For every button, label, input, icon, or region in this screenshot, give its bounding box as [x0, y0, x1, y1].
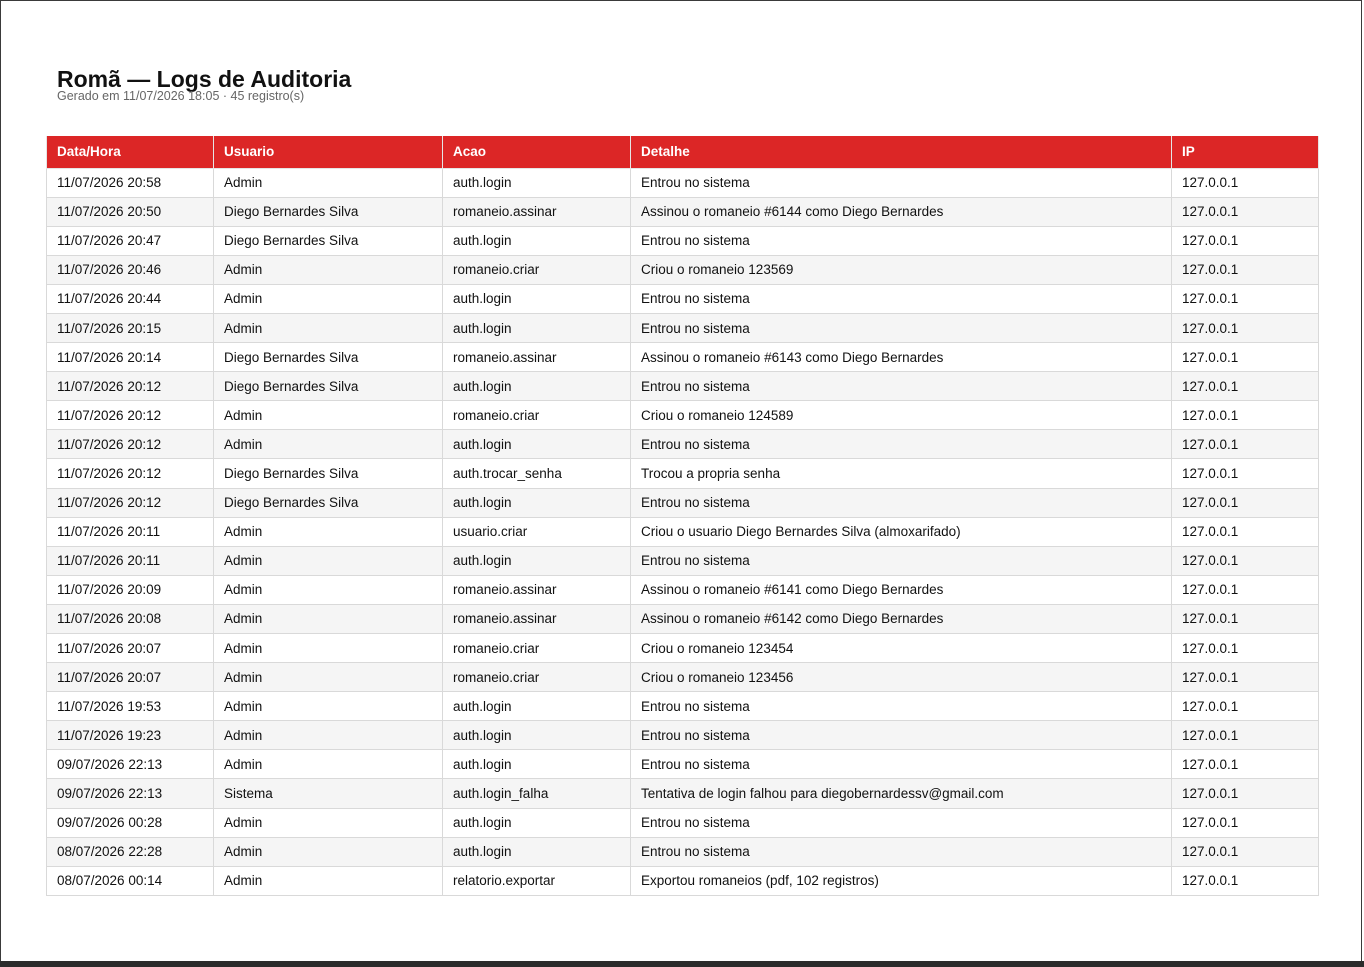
cell-user: Admin — [214, 663, 443, 692]
cell-action: auth.login — [443, 226, 631, 255]
cell-detail: Assinou o romaneio #6144 como Diego Bernardes — [631, 197, 1172, 226]
cell-detail: Entrou no sistema — [631, 430, 1172, 459]
cell-detail: Criou o romaneio 123454 — [631, 634, 1172, 663]
table-row — [47, 634, 1319, 663]
column-header-datetime: Data/Hora — [47, 136, 214, 168]
cell-user: Diego Bernardes Silva — [214, 197, 443, 226]
table-row — [47, 343, 1319, 372]
cell-datetime: 11/07/2026 20:12 — [47, 430, 214, 459]
cell-action: romaneio.assinar — [443, 575, 631, 604]
cell-detail: Criou o romaneio 123569 — [631, 255, 1172, 284]
table-row — [47, 663, 1319, 692]
cell-datetime: 11/07/2026 20:47 — [47, 226, 214, 255]
table-row — [47, 255, 1319, 284]
cell-action: auth.login — [443, 430, 631, 459]
cell-ip: 127.0.0.1 — [1172, 546, 1319, 575]
cell-detail: Exportou romaneios (pdf, 102 registros) — [631, 866, 1172, 895]
table-row — [47, 430, 1319, 459]
cell-action: relatorio.exportar — [443, 866, 631, 895]
cell-ip: 127.0.0.1 — [1172, 604, 1319, 633]
cell-action: romaneio.assinar — [443, 343, 631, 372]
cell-ip: 127.0.0.1 — [1172, 750, 1319, 779]
table-row — [47, 459, 1319, 488]
cell-user: Admin — [214, 575, 443, 604]
cell-datetime: 11/07/2026 20:08 — [47, 604, 214, 633]
cell-user: Admin — [214, 546, 443, 575]
cell-ip: 127.0.0.1 — [1172, 284, 1319, 313]
cell-user: Diego Bernardes Silva — [214, 459, 443, 488]
table-row — [47, 546, 1319, 575]
cell-datetime: 11/07/2026 20:07 — [47, 634, 214, 663]
cell-action: romaneio.criar — [443, 634, 631, 663]
cell-action: usuario.criar — [443, 517, 631, 546]
cell-datetime: 08/07/2026 22:28 — [47, 837, 214, 866]
table-row — [47, 168, 1319, 197]
cell-datetime: 09/07/2026 00:28 — [47, 808, 214, 837]
cell-user: Diego Bernardes Silva — [214, 343, 443, 372]
cell-action: auth.login — [443, 546, 631, 575]
cell-action: auth.login — [443, 372, 631, 401]
cell-action: auth.login — [443, 488, 631, 517]
cell-action: auth.login — [443, 168, 631, 197]
cell-user: Admin — [214, 430, 443, 459]
cell-action: romaneio.criar — [443, 663, 631, 692]
cell-user: Admin — [214, 692, 443, 721]
table-row — [47, 284, 1319, 313]
cell-datetime: 11/07/2026 20:12 — [47, 488, 214, 517]
cell-user: Admin — [214, 837, 443, 866]
table-row — [47, 517, 1319, 546]
audit-log-table — [46, 136, 1319, 896]
cell-user: Admin — [214, 313, 443, 342]
cell-datetime: 11/07/2026 20:50 — [47, 197, 214, 226]
cell-datetime: 09/07/2026 22:13 — [47, 750, 214, 779]
cell-action: auth.login_falha — [443, 779, 631, 808]
cell-user: Admin — [214, 634, 443, 663]
cell-datetime: 11/07/2026 20:58 — [47, 168, 214, 197]
table-row — [47, 372, 1319, 401]
cell-action: auth.login — [443, 750, 631, 779]
cell-datetime: 11/07/2026 20:11 — [47, 546, 214, 575]
cell-ip: 127.0.0.1 — [1172, 808, 1319, 837]
cell-detail: Entrou no sistema — [631, 168, 1172, 197]
cell-detail: Entrou no sistema — [631, 284, 1172, 313]
cell-detail: Tentativa de login falhou para diegobernardessv@gmail.com — [631, 779, 1172, 808]
cell-detail: Criou o usuario Diego Bernardes Silva (almoxarifado) — [631, 517, 1172, 546]
table-header-row — [47, 136, 1319, 168]
cell-datetime: 11/07/2026 20:07 — [47, 663, 214, 692]
table-row — [47, 808, 1319, 837]
cell-detail: Assinou o romaneio #6141 como Diego Bernardes — [631, 575, 1172, 604]
column-header-detail: Detalhe — [631, 136, 1172, 168]
cell-action: romaneio.assinar — [443, 197, 631, 226]
table-row — [47, 488, 1319, 517]
cell-ip: 127.0.0.1 — [1172, 343, 1319, 372]
cell-detail: Entrou no sistema — [631, 721, 1172, 750]
table-row — [47, 604, 1319, 633]
cell-user: Diego Bernardes Silva — [214, 488, 443, 517]
cell-ip: 127.0.0.1 — [1172, 197, 1319, 226]
cell-detail: Assinou o romaneio #6143 como Diego Bernardes — [631, 343, 1172, 372]
cell-datetime: 11/07/2026 20:12 — [47, 372, 214, 401]
cell-detail: Assinou o romaneio #6142 como Diego Bernardes — [631, 604, 1172, 633]
cell-detail: Entrou no sistema — [631, 372, 1172, 401]
cell-ip: 127.0.0.1 — [1172, 634, 1319, 663]
column-header-user: Usuario — [214, 136, 443, 168]
cell-detail: Entrou no sistema — [631, 226, 1172, 255]
cell-datetime: 11/07/2026 20:44 — [47, 284, 214, 313]
cell-user: Admin — [214, 866, 443, 895]
cell-ip: 127.0.0.1 — [1172, 430, 1319, 459]
cell-user: Admin — [214, 750, 443, 779]
cell-ip: 127.0.0.1 — [1172, 692, 1319, 721]
cell-user: Sistema — [214, 779, 443, 808]
cell-ip: 127.0.0.1 — [1172, 779, 1319, 808]
cell-detail: Entrou no sistema — [631, 808, 1172, 837]
cell-user: Admin — [214, 284, 443, 313]
cell-action: auth.login — [443, 284, 631, 313]
cell-action: romaneio.assinar — [443, 604, 631, 633]
column-header-ip: IP — [1172, 136, 1319, 168]
cell-detail: Entrou no sistema — [631, 837, 1172, 866]
cell-detail: Criou o romaneio 123456 — [631, 663, 1172, 692]
table-row — [47, 721, 1319, 750]
cell-action: romaneio.criar — [443, 401, 631, 430]
cell-action: romaneio.criar — [443, 255, 631, 284]
cell-detail: Entrou no sistema — [631, 313, 1172, 342]
cell-datetime: 11/07/2026 19:23 — [47, 721, 214, 750]
bottom-edge — [0, 961, 1364, 967]
table-row — [47, 750, 1319, 779]
cell-ip: 127.0.0.1 — [1172, 401, 1319, 430]
cell-user: Admin — [214, 604, 443, 633]
cell-detail: Entrou no sistema — [631, 692, 1172, 721]
cell-datetime: 11/07/2026 20:15 — [47, 313, 214, 342]
cell-action: auth.login — [443, 837, 631, 866]
cell-ip: 127.0.0.1 — [1172, 313, 1319, 342]
cell-ip: 127.0.0.1 — [1172, 517, 1319, 546]
cell-user: Admin — [214, 517, 443, 546]
table-body — [47, 168, 1319, 895]
page-title: Romã — Logs de Auditoria — [57, 66, 352, 92]
cell-user: Admin — [214, 721, 443, 750]
cell-ip: 127.0.0.1 — [1172, 226, 1319, 255]
table-row — [47, 692, 1319, 721]
cell-datetime: 09/07/2026 22:13 — [47, 779, 214, 808]
cell-action: auth.login — [443, 692, 631, 721]
cell-ip: 127.0.0.1 — [1172, 255, 1319, 284]
cell-action: auth.login — [443, 721, 631, 750]
cell-ip: 127.0.0.1 — [1172, 575, 1319, 604]
cell-datetime: 11/07/2026 19:53 — [47, 692, 214, 721]
cell-detail: Trocou a propria senha — [631, 459, 1172, 488]
cell-user: Admin — [214, 168, 443, 197]
cell-detail: Entrou no sistema — [631, 546, 1172, 575]
table-row — [47, 313, 1319, 342]
cell-action: auth.login — [443, 808, 631, 837]
column-header-action: Acao — [443, 136, 631, 168]
cell-ip: 127.0.0.1 — [1172, 488, 1319, 517]
table-row — [47, 575, 1319, 604]
cell-action: auth.login — [443, 313, 631, 342]
cell-user: Admin — [214, 255, 443, 284]
cell-datetime: 11/07/2026 20:46 — [47, 255, 214, 284]
cell-datetime: 11/07/2026 20:11 — [47, 517, 214, 546]
cell-detail: Entrou no sistema — [631, 488, 1172, 517]
table-row — [47, 226, 1319, 255]
table-row — [47, 401, 1319, 430]
cell-datetime: 08/07/2026 00:14 — [47, 866, 214, 895]
cell-ip: 127.0.0.1 — [1172, 721, 1319, 750]
cell-ip: 127.0.0.1 — [1172, 837, 1319, 866]
cell-datetime: 11/07/2026 20:09 — [47, 575, 214, 604]
cell-datetime: 11/07/2026 20:12 — [47, 401, 214, 430]
cell-ip: 127.0.0.1 — [1172, 459, 1319, 488]
cell-user: Diego Bernardes Silva — [214, 372, 443, 401]
cell-ip: 127.0.0.1 — [1172, 866, 1319, 895]
cell-detail: Criou o romaneio 124589 — [631, 401, 1172, 430]
table-header — [47, 136, 1319, 168]
cell-ip: 127.0.0.1 — [1172, 372, 1319, 401]
table-row — [47, 197, 1319, 226]
table-row — [47, 779, 1319, 808]
table-row — [47, 837, 1319, 866]
cell-ip: 127.0.0.1 — [1172, 663, 1319, 692]
cell-datetime: 11/07/2026 20:12 — [47, 459, 214, 488]
cell-datetime: 11/07/2026 20:14 — [47, 343, 214, 372]
cell-detail: Entrou no sistema — [631, 750, 1172, 779]
cell-user: Admin — [214, 401, 443, 430]
cell-ip: 127.0.0.1 — [1172, 168, 1319, 197]
table-row — [47, 866, 1319, 895]
report-subtitle: Gerado em 11/07/2026 18:05 · 45 registro(s) — [57, 89, 305, 103]
cell-user: Admin — [214, 808, 443, 837]
cell-action: auth.trocar_senha — [443, 459, 631, 488]
cell-user: Diego Bernardes Silva — [214, 226, 443, 255]
